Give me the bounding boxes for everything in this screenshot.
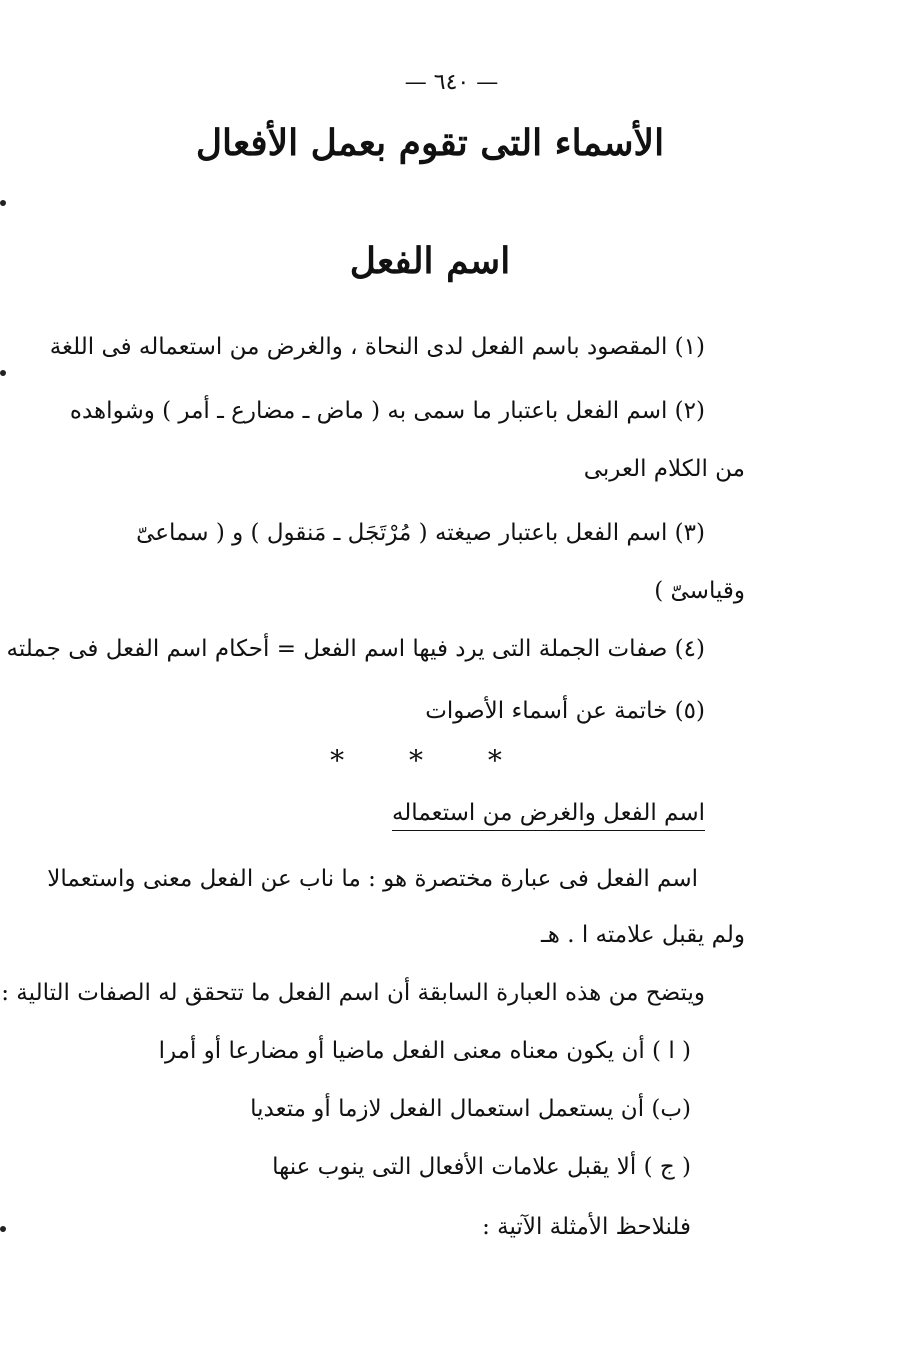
condition-a: ( ا ) أن يكون معناه معنى الفعل ماضيا أو مضارعا أو أمرا (158, 1038, 691, 1064)
outline-item-1: (١) المقصود باسم الفعل لدى النحاة ، والغرض من استعماله فى اللغة (49, 334, 705, 360)
outline-item-4: (٤) صفات الجملة التى يرد فيها اسم الفعل = أحكام اسم الفعل فى جملته (6, 636, 705, 662)
intro-line: ويتضح من هذه العبارة السابقة أن اسم الفعل ما تتحقق له الصفات التالية : (1, 980, 705, 1006)
section-title: اسم الفعل (349, 240, 511, 282)
definition-line-1: اسم الفعل فى عبارة مختصرة هو : ما ناب عن الفعل معنى واستعمالا (47, 866, 698, 892)
scan-speck (0, 200, 6, 206)
page-title: الأسماء التى تقوم بعمل الأفعال (195, 122, 665, 164)
subheading: اسم الفعل والغرض من استعماله (391, 800, 705, 826)
condition-c: ( ج ) ألا يقبل علامات الأفعال التى ينوب عنها (272, 1154, 691, 1180)
page-number: — ٦٤٠ — (404, 70, 499, 95)
scan-speck (0, 370, 6, 376)
closing-line: فلنلاحظ الأمثلة الآتية : (482, 1214, 691, 1240)
outline-item-5: (٥) خاتمة عن أسماء الأصوات (425, 698, 705, 724)
separator: * * * (330, 744, 530, 777)
condition-b: (ب) أن يستعمل استعمال الفعل لازما أو متعديا (250, 1096, 691, 1122)
outline-item-2: (٢) اسم الفعل باعتبار ما سمى به ( ماض ـ مضارع ـ أمر ) وشواهده (69, 398, 705, 424)
scan-speck (0, 1226, 6, 1232)
outline-item-3-continuation: وقياسىّ ) (654, 578, 745, 604)
outline-item-3: (٣) اسم الفعل باعتبار صيغته ( مُرْتَجَل ـ مَنقول ) و ( سماعىّ (136, 520, 705, 546)
outline-item-2-continuation: من الكلام العربى (583, 456, 745, 482)
definition-line-2: ولم يقبل علامته ا . هـ (541, 922, 745, 948)
